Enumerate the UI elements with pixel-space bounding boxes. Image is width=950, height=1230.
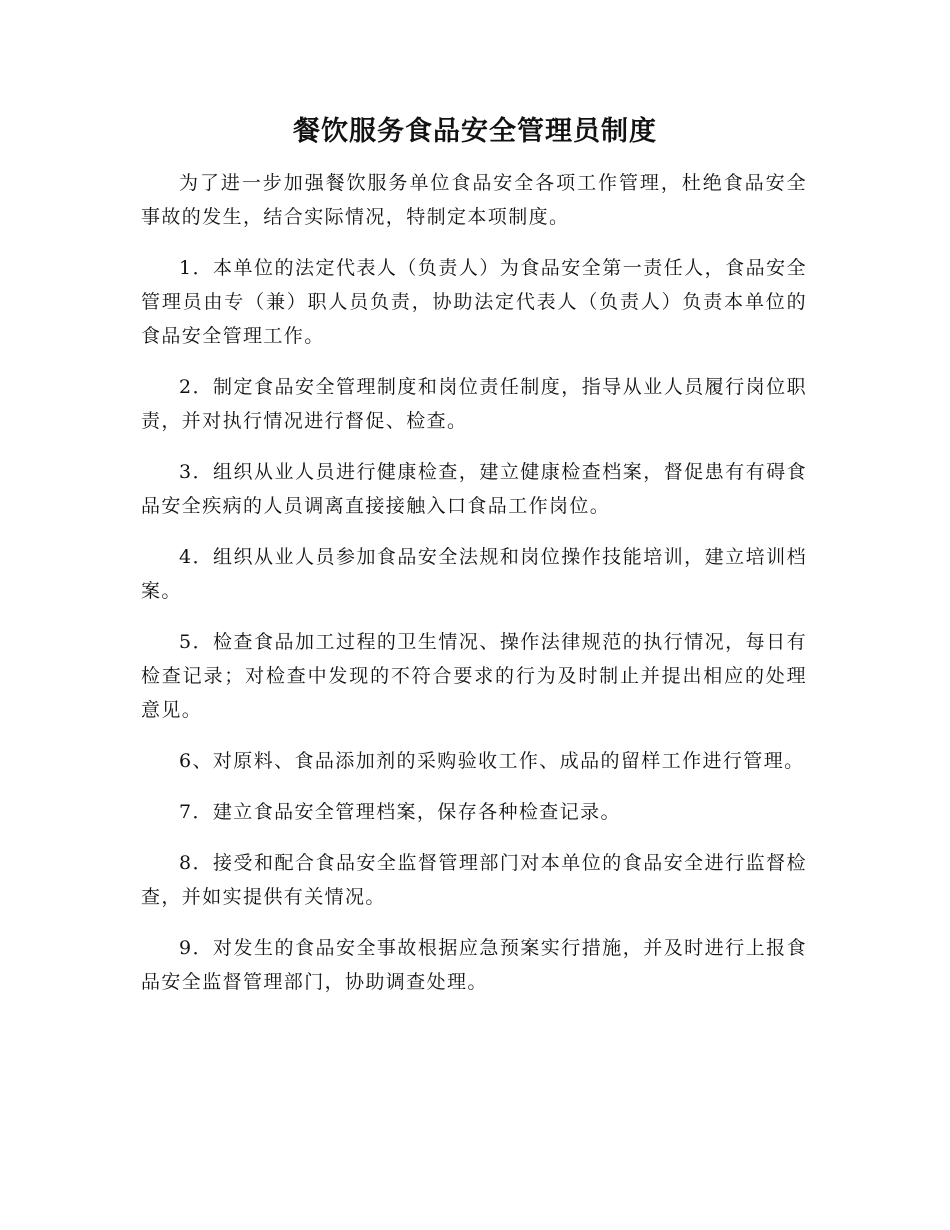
clause-1: 1．本单位的法定代表人（负责人）为食品安全第一责任人，食品安全管理员由专（兼）职人员负责，协助法定代表人（负责人）负责本单位的食品安全管理工作。	[141, 257, 807, 347]
clause-9: 9．对发生的食品安全事故根据应急预案实行措施，并及时进行上报食品安全监督管理部门，协助调查处理。	[141, 937, 807, 993]
clause-6: 6、对原料、食品添加剂的采购验收工作、成品的留样工作进行管理。	[179, 750, 805, 772]
clause-8: 8．接受和配合食品安全监督管理部门对本单位的食品安全进行监督检查，并如实提供有关情况。	[141, 852, 807, 908]
document-title: 餐饮服务食品安全管理员制度	[293, 116, 657, 147]
clause-2: 2．制定食品安全管理制度和岗位责任制度，指导从业人员履行岗位职责，并对执行情况进行督促、检查。	[141, 376, 807, 432]
clause-7: 7．建立食品安全管理档案，保存各种检查记录。	[179, 801, 621, 823]
clause-5: 5．检查食品加工过程的卫生情况、操作法律规范的执行情况，每日有检查记录；对检查中发现的不符合要求的行为及时制止并提出相应的处理意见。	[141, 631, 807, 721]
clause-3: 3．组织从业人员进行健康检查，建立健康检查档案，督促患有有碍食品安全疾病的人员调离直接接触入口食品工作岗位。	[141, 461, 807, 517]
document-body	[141, 166, 807, 1016]
intro-paragraph: 为了进一步加强餐饮服务单位食品安全各项工作管理，杜绝食品安全事故的发生，结合实际情况，特制定本项制度。	[141, 172, 807, 228]
clause-4: 4．组织从业人员参加食品安全法规和岗位操作技能培训，建立培训档案。	[141, 546, 807, 602]
